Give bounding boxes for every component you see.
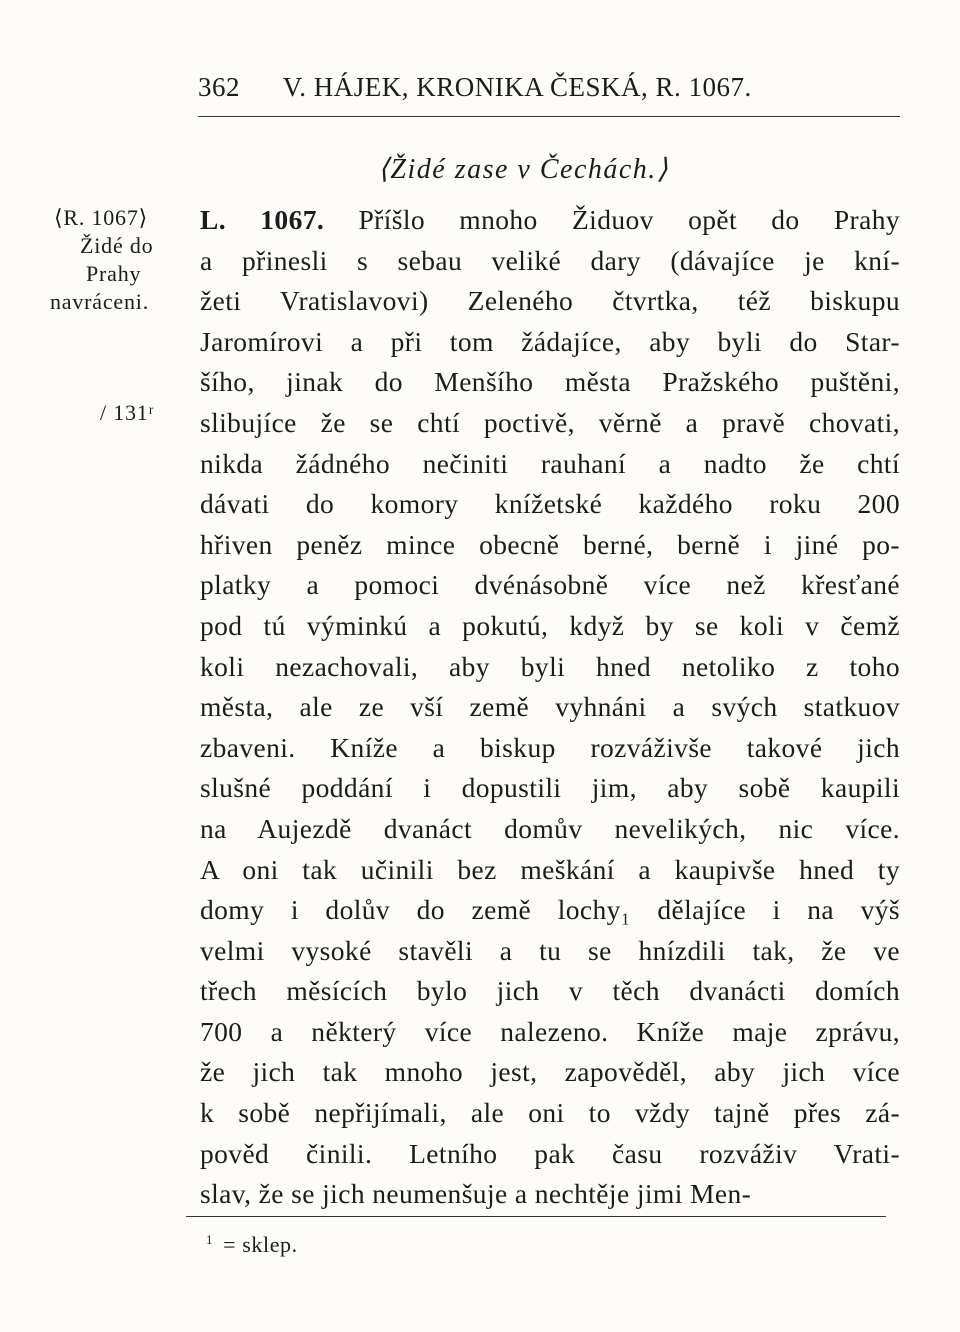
text-line: slav, že se jich neumenšuje a nechtěje jimi Men-: [200, 1178, 752, 1210]
text-line: A oni tak učinili bez meškání a kaupivše hned ty: [200, 853, 900, 885]
section-title: ⟨Židé zase v Čechách.⟩: [378, 154, 670, 185]
text-line: koli nezachovali, aby byli hned netoliko z toho: [200, 650, 900, 682]
text-line: Jaromírovi a při tom žádajíce, aby byli do Star-: [200, 325, 900, 357]
text-line: velmi vysoké stavěli a tu se hnízdili tak, že ve: [200, 934, 900, 966]
header-rule: [198, 116, 900, 117]
running-title: V. HÁJEK, KRONIKA ČESKÁ, R. 1067.: [282, 72, 752, 102]
text-line: třech měsících bylo jich v těch dvanácti domích: [200, 975, 900, 1007]
footnote-rule: [186, 1216, 886, 1217]
text-line: 700 a některý více nalezeno. Kníže maje zprávu,: [200, 1015, 900, 1047]
text-line: domy i dolův do země lochy₁ dělajíce i na výš: [200, 894, 900, 926]
running-header: [198, 72, 898, 103]
margin-note-line: navráceni.: [50, 289, 149, 314]
page-number: 362: [198, 72, 240, 102]
text-line: dávati do komory knížetské každého roku 200: [200, 488, 900, 520]
text-line: města, ale ze vší země vyhnáni a svých statkuov: [200, 691, 900, 723]
margin-note-line: ⟨R. 1067⟩: [54, 205, 149, 230]
margin-note-line: Židé do: [80, 233, 154, 258]
footnote-text: = sklep.: [223, 1232, 298, 1257]
text-line: pod tú výminkú a pokutú, když by se koli v čemž: [200, 609, 900, 641]
text-line: pověd činili. Letního pak času rozváživ Vrati-: [200, 1137, 900, 1169]
text-line: [200, 200, 900, 241]
margin-note-line: Prahy: [86, 261, 142, 286]
text-line: a přinesli s sebau veliké dary (dávajíce je kní-: [200, 244, 900, 276]
margin-note: [50, 204, 178, 316]
year-lead: L. 1067.: [200, 204, 325, 235]
first-line-text: Příšlo mnoho Židuov opět do Prahy: [358, 204, 901, 235]
text-line: žeti Vratislavovi) Zeleného čtvrtka, též biskupu: [200, 285, 900, 317]
folio-mark: / 131ʳ: [100, 400, 155, 425]
text-line: slušné poddání i dopustili jim, aby sobě kaupili: [200, 772, 900, 804]
text-line: hřiven peněz mince obecně berné, berně i jiné po-: [200, 528, 900, 560]
text-line: zbaveni. Kníže a biskup rozváživše takové jich: [200, 731, 900, 763]
footnote-marker: 1: [206, 1232, 214, 1247]
text-line: k sobě nepřijímali, ale oni to vždy tajně přes zá-: [200, 1097, 900, 1129]
text-line: nikda žádného nečiniti rauhaní a nadto že chtí: [200, 447, 900, 479]
text-line: že jich tak mnoho jest, zapověděl, aby jich více: [200, 1056, 900, 1088]
text-line: platky a pomoci dvénásobně více než křesťané: [200, 569, 900, 601]
footnote: [206, 1232, 298, 1258]
text-line: na Aujezdě dvanáct domův nevelikých, nic více.: [200, 812, 900, 844]
text-line: šího, jinak do Menšího města Pražského puštěni,: [200, 366, 900, 398]
main-text: [200, 200, 900, 1215]
text-line: slibujíce že se chtí poctivě, věrně a pravě chovati,: [200, 406, 900, 438]
